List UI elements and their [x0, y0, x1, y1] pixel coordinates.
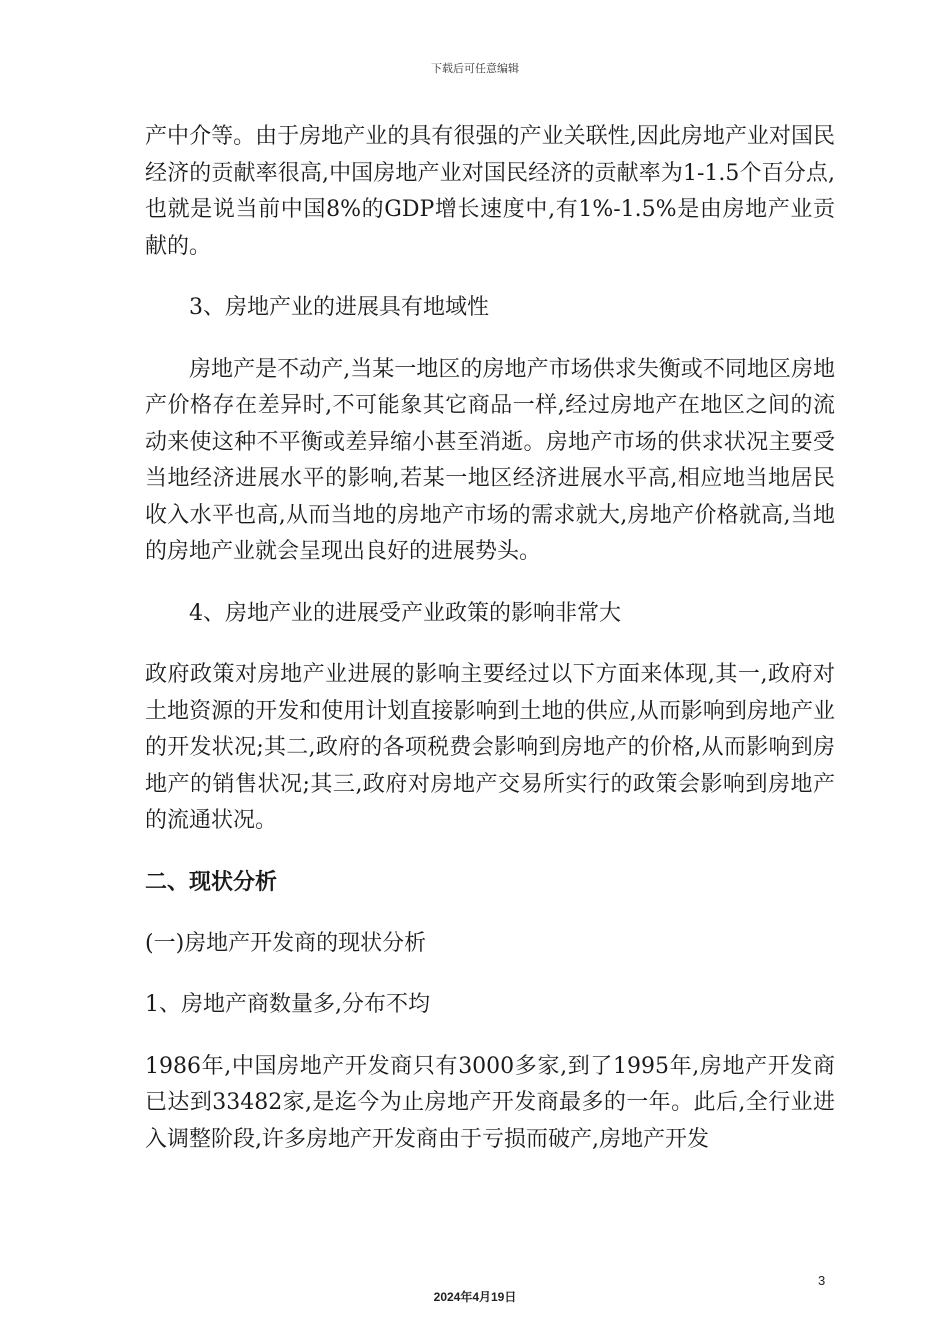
page-number: 3 [818, 1273, 826, 1288]
document-body [145, 119, 835, 1183]
paragraph-policy: 政府政策对房地产业进展的影响主要经过以下方面来体现,其一,政府对土地资源的开发和使用计划直接影响到土地的供应,从而影响到房地产业的开发状况;其二,政府的各项税费会影响到房地产的价格,从而影响到房地产的销售状况;其三,政府对房地产交易所实行的政策会影响到房地产的流通状况。 [145, 662, 835, 833]
subsection-heading-developers: (一)房地产开发商的现状分析 [145, 930, 427, 956]
section-heading-status: 二、现状分析 [145, 869, 278, 895]
footer-date: 2024年4月19日 [433, 1290, 517, 1304]
subheading-regional: 3、房地产业的进展具有地域性 [189, 295, 489, 320]
header-note: 下载后可任意编辑 [431, 62, 519, 75]
subheading-policy: 4、房地产业的进展受产业政策的影响非常大 [189, 600, 621, 626]
paragraph-regional: 房地产是不动产,当某一地区的房地产市场供求失衡或不同地区房地产价格存在差异时,不可能象其它商品一样,经过房地产在地区之间的流动来使这种不平衡或差异缩小甚至消逝。房地产市场的供求状况主要受当地经济进展水平的影响,若某一地区经济进展水平高,相应地当地居民收入水平也高,从而当地的房地产市场的需求就大,房地产价格就高,当地的房地产业就会呈现出良好的进展势头。 [145, 356, 835, 564]
paragraph-contribution: 产中介等。由于房地产业的具有很强的产业关联性,因此房地产业对国民经济的贡献率很高,中国房地产业对国民经济的贡献率为1-1.5个百分点,也就是说当前中国8%的GDP增长速度中,有1%-1.5%是由房地产业贡献的。 [145, 124, 835, 259]
paragraph-developer-history: 1986年,中国房地产开发商只有3000多家,到了1995年,房地产开发商已达到33482家,是迄今为止房地产开发商最多的一年。此后,全行业进入调整阶段,许多房地产开发商由于亏损而破产,房地产开发 [145, 1053, 835, 1152]
subheading-developer-count: 1、房地产商数量多,分布不均 [145, 992, 430, 1017]
